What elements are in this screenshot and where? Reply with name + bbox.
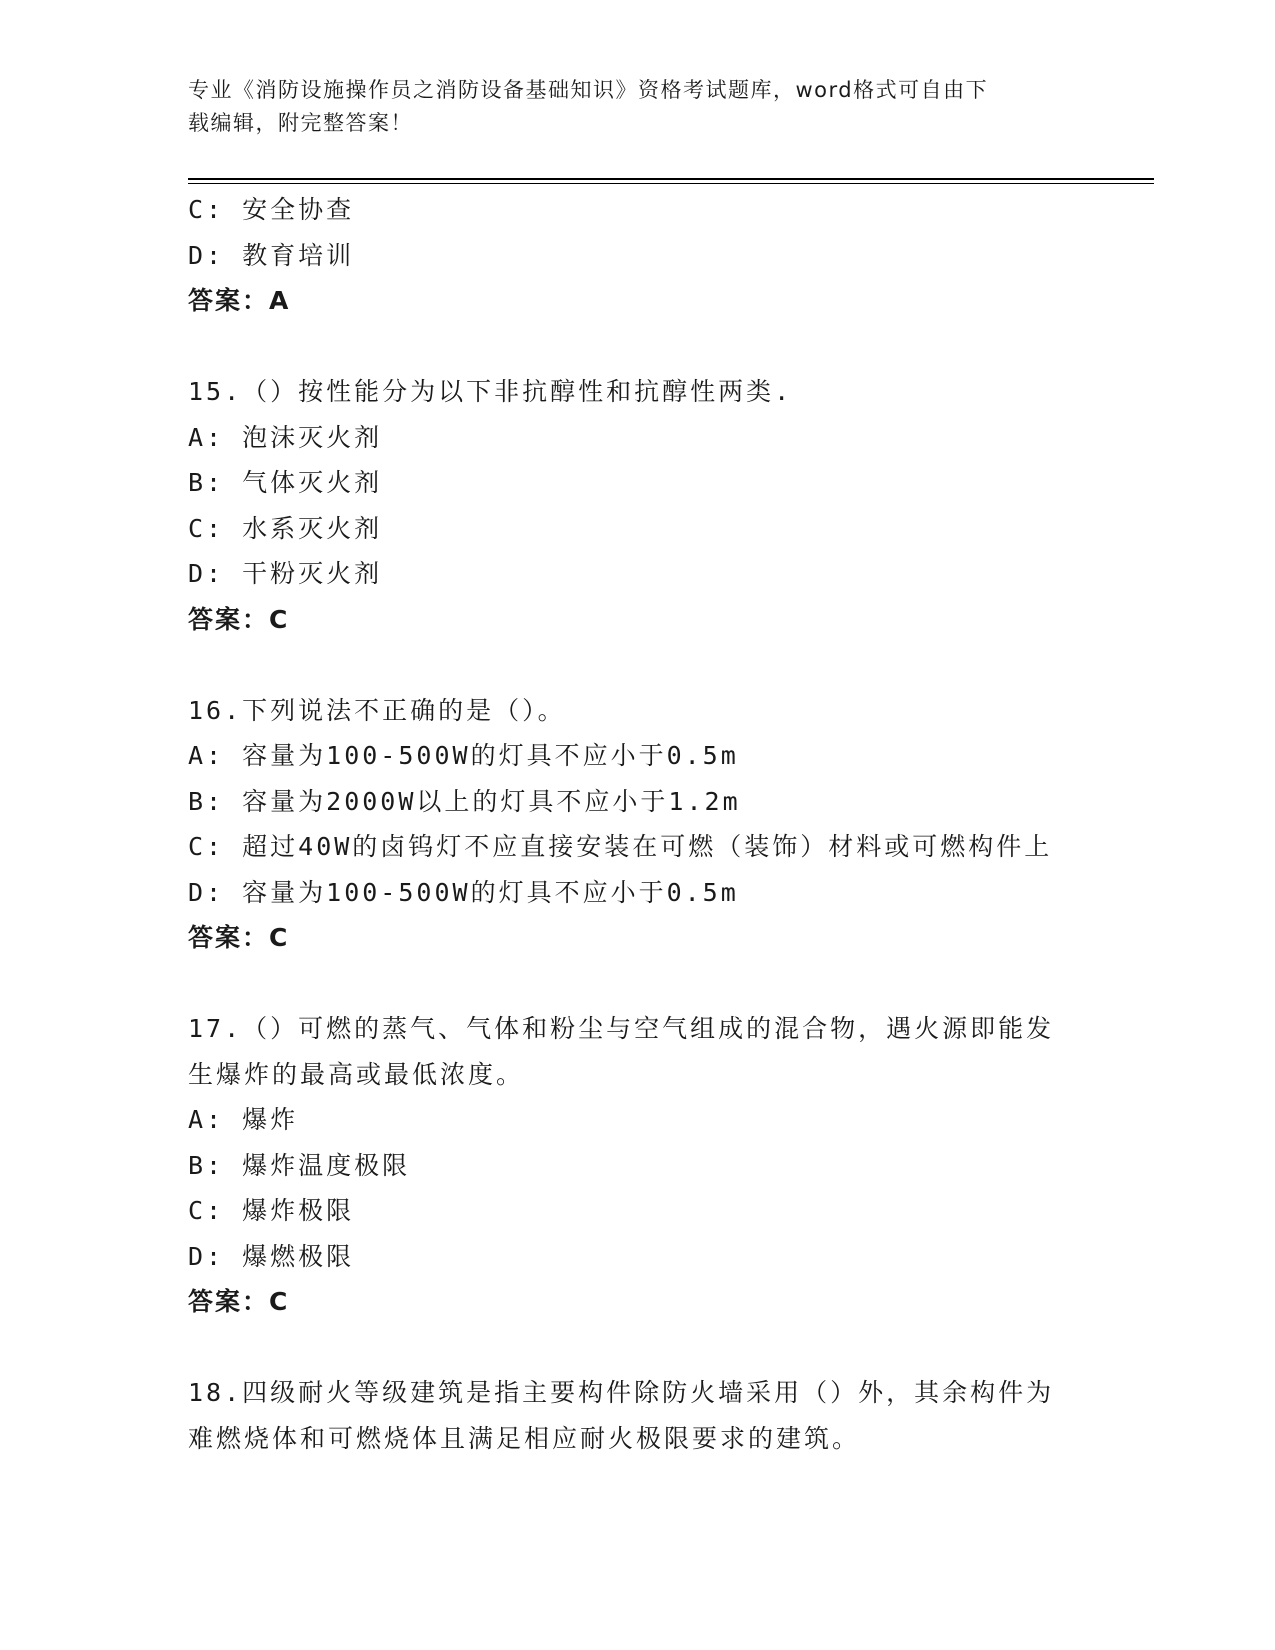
answer-line: 答案：A bbox=[188, 286, 291, 315]
document-header bbox=[188, 74, 1068, 140]
option-a: A: 泡沫灭火剂 bbox=[188, 422, 383, 452]
option-b: B: 气体灭火剂 bbox=[188, 468, 383, 497]
option-c: C: 爆炸极限 bbox=[188, 1196, 355, 1225]
header-divider-thick bbox=[188, 178, 1154, 180]
header-divider-thin bbox=[188, 183, 1154, 184]
question-stem-line-2: 难燃烧体和可燃烧体且满足相应耐火极限要求的建筑。 bbox=[188, 1423, 861, 1453]
option-a: A: 爆炸 bbox=[188, 1105, 299, 1134]
question-stem-line-2: 生爆炸的最高或最低浓度。 bbox=[188, 1059, 525, 1089]
question-15 bbox=[188, 369, 1088, 642]
question-16 bbox=[188, 688, 1088, 961]
option-d: D: 容量为100-500W的灯具不应小于0.5m bbox=[188, 877, 739, 907]
answer-line: 答案：C bbox=[188, 923, 290, 952]
option-a: A: 容量为100-500W的灯具不应小于0.5m bbox=[188, 741, 739, 770]
header-line-1: 专业《消防设施操作员之消防设备基础知识》资格考试题库，word格式可自由下 bbox=[188, 78, 989, 102]
answer-line: 答案：C bbox=[188, 1287, 290, 1316]
question-18 bbox=[188, 1370, 1088, 1461]
question-stem: 15.（）按性能分为以下非抗醇性和抗醇性两类. bbox=[188, 377, 793, 406]
question-stem: 16.下列说法不正确的是（）。 bbox=[188, 695, 566, 725]
question-content bbox=[188, 187, 1088, 1461]
header-line-2: 载编辑，附完整答案！ bbox=[188, 111, 413, 135]
option-c: C: 超过40W的卤钨灯不应直接安装在可燃（装饰）材料或可燃构件上 bbox=[188, 832, 1053, 861]
question-stem-line-1: 17.（）可燃的蒸气、气体和粉尘与空气组成的混合物，遇火源即能发 bbox=[188, 1014, 1055, 1043]
answer-line: 答案：C bbox=[188, 604, 290, 634]
option-c: C: 安全协查 bbox=[188, 195, 355, 224]
option-d: D: 教育培训 bbox=[188, 240, 355, 270]
option-b: B: 爆炸温度极限 bbox=[188, 1150, 411, 1180]
option-b: B: 容量为2000W以上的灯具不应小于1.2m bbox=[188, 786, 741, 816]
option-d: D: 干粉灭火剂 bbox=[188, 559, 383, 588]
question-stem-line-1: 18.四级耐火等级建筑是指主要构件除防火墙采用（）外，其余构件为 bbox=[188, 1378, 1055, 1407]
option-d: D: 爆燃极限 bbox=[188, 1241, 355, 1271]
option-c: C: 水系灭火剂 bbox=[188, 513, 383, 543]
question-17 bbox=[188, 1006, 1088, 1325]
